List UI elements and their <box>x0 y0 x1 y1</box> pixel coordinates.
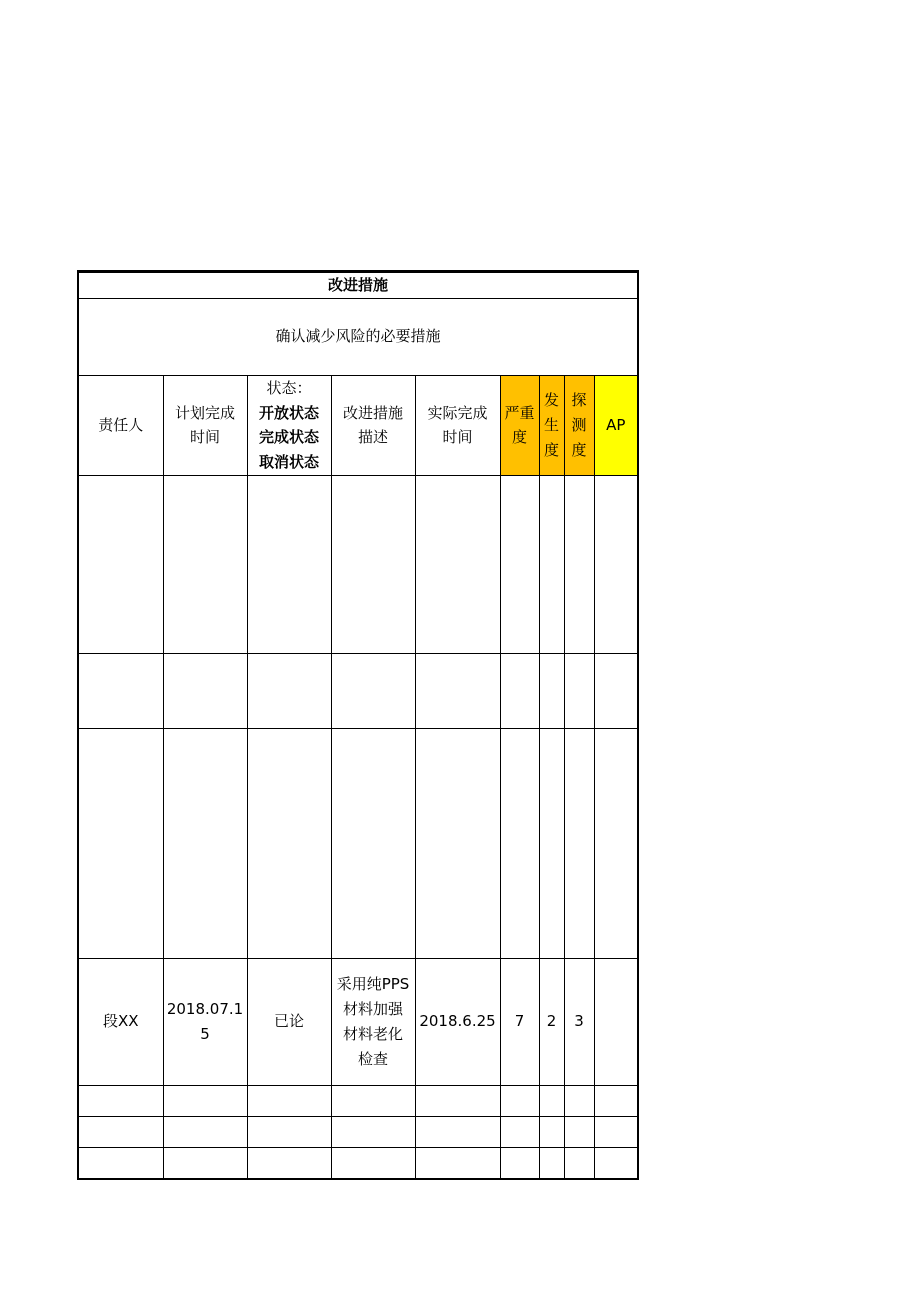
title-row <box>78 272 638 299</box>
table-row <box>78 728 638 958</box>
table-title: 改进措施 <box>78 272 638 299</box>
cell[interactable] <box>539 1085 564 1116</box>
cell[interactable] <box>594 653 638 728</box>
cell[interactable] <box>564 1116 594 1147</box>
cell[interactable] <box>500 475 539 653</box>
cell[interactable] <box>500 728 539 958</box>
cell[interactable] <box>331 1147 415 1179</box>
subtitle-row <box>78 298 638 375</box>
table-subtitle: 确认减少风险的必要措施 <box>78 298 638 375</box>
table-row <box>78 958 638 1085</box>
header-actual-date: 实际完成 时间 <box>415 375 500 475</box>
cell[interactable] <box>331 1116 415 1147</box>
cell-status[interactable]: 已论 <box>247 958 331 1085</box>
header-measure-description: 改进措施 描述 <box>331 375 415 475</box>
header-severity: 严重 度 <box>500 375 539 475</box>
cell[interactable] <box>539 1116 564 1147</box>
cell-detection[interactable]: 3 <box>564 958 594 1085</box>
table-row <box>78 1116 638 1147</box>
improvement-measures-table <box>77 270 639 1180</box>
cell[interactable] <box>78 475 163 653</box>
header-planned-date: 计划完成 时间 <box>163 375 247 475</box>
cell[interactable] <box>331 653 415 728</box>
cell-occurrence[interactable]: 2 <box>539 958 564 1085</box>
cell[interactable] <box>500 1147 539 1179</box>
cell[interactable] <box>247 1116 331 1147</box>
cell[interactable] <box>247 1085 331 1116</box>
cell[interactable] <box>78 1147 163 1179</box>
cell[interactable] <box>415 1116 500 1147</box>
cell[interactable] <box>78 1085 163 1116</box>
cell[interactable] <box>78 1116 163 1147</box>
cell[interactable] <box>415 1147 500 1179</box>
cell[interactable] <box>415 1085 500 1116</box>
cell[interactable] <box>163 728 247 958</box>
header-ap: AP <box>594 375 638 475</box>
cell[interactable] <box>500 1085 539 1116</box>
cell[interactable] <box>247 475 331 653</box>
cell[interactable] <box>594 1116 638 1147</box>
header-detection: 探 测 度 <box>564 375 594 475</box>
cell-actual-date[interactable]: 2018.6.25 <box>415 958 500 1085</box>
cell[interactable] <box>539 475 564 653</box>
cell[interactable] <box>539 1147 564 1179</box>
cell[interactable] <box>564 1147 594 1179</box>
cell[interactable] <box>78 728 163 958</box>
cell[interactable] <box>163 1116 247 1147</box>
header-occurrence: 发 生 度 <box>539 375 564 475</box>
cell-severity[interactable]: 7 <box>500 958 539 1085</box>
cell[interactable] <box>539 728 564 958</box>
cell[interactable] <box>415 728 500 958</box>
table-row <box>78 1085 638 1116</box>
cell[interactable] <box>247 653 331 728</box>
cell[interactable] <box>500 653 539 728</box>
cell[interactable] <box>415 475 500 653</box>
cell[interactable] <box>163 1147 247 1179</box>
cell[interactable] <box>415 653 500 728</box>
cell[interactable] <box>594 728 638 958</box>
cell[interactable] <box>163 653 247 728</box>
cell[interactable] <box>163 475 247 653</box>
cell[interactable] <box>564 653 594 728</box>
cell[interactable] <box>500 1116 539 1147</box>
cell-measure-description[interactable]: 采用纯PPS 材料加强 材料老化 检查 <box>331 958 415 1085</box>
cell[interactable] <box>539 653 564 728</box>
table-row <box>78 475 638 653</box>
header-status: 状态： 开放状态 完成状态 取消状态 <box>247 375 331 475</box>
cell[interactable] <box>331 728 415 958</box>
cell[interactable] <box>564 1085 594 1116</box>
cell[interactable] <box>594 1085 638 1116</box>
cell-planned-date[interactable]: 2018.07.1 5 <box>163 958 247 1085</box>
header-responsible: 责任人 <box>78 375 163 475</box>
cell-ap[interactable] <box>594 958 638 1085</box>
cell[interactable] <box>163 1085 247 1116</box>
cell[interactable] <box>331 475 415 653</box>
header-row <box>78 375 638 475</box>
cell-responsible[interactable]: 段XX <box>78 958 163 1085</box>
cell[interactable] <box>78 653 163 728</box>
cell[interactable] <box>331 1085 415 1116</box>
cell[interactable] <box>247 1147 331 1179</box>
cell[interactable] <box>594 1147 638 1179</box>
cell[interactable] <box>564 475 594 653</box>
cell[interactable] <box>247 728 331 958</box>
table-row <box>78 1147 638 1179</box>
table-row <box>78 653 638 728</box>
cell[interactable] <box>564 728 594 958</box>
cell[interactable] <box>594 475 638 653</box>
